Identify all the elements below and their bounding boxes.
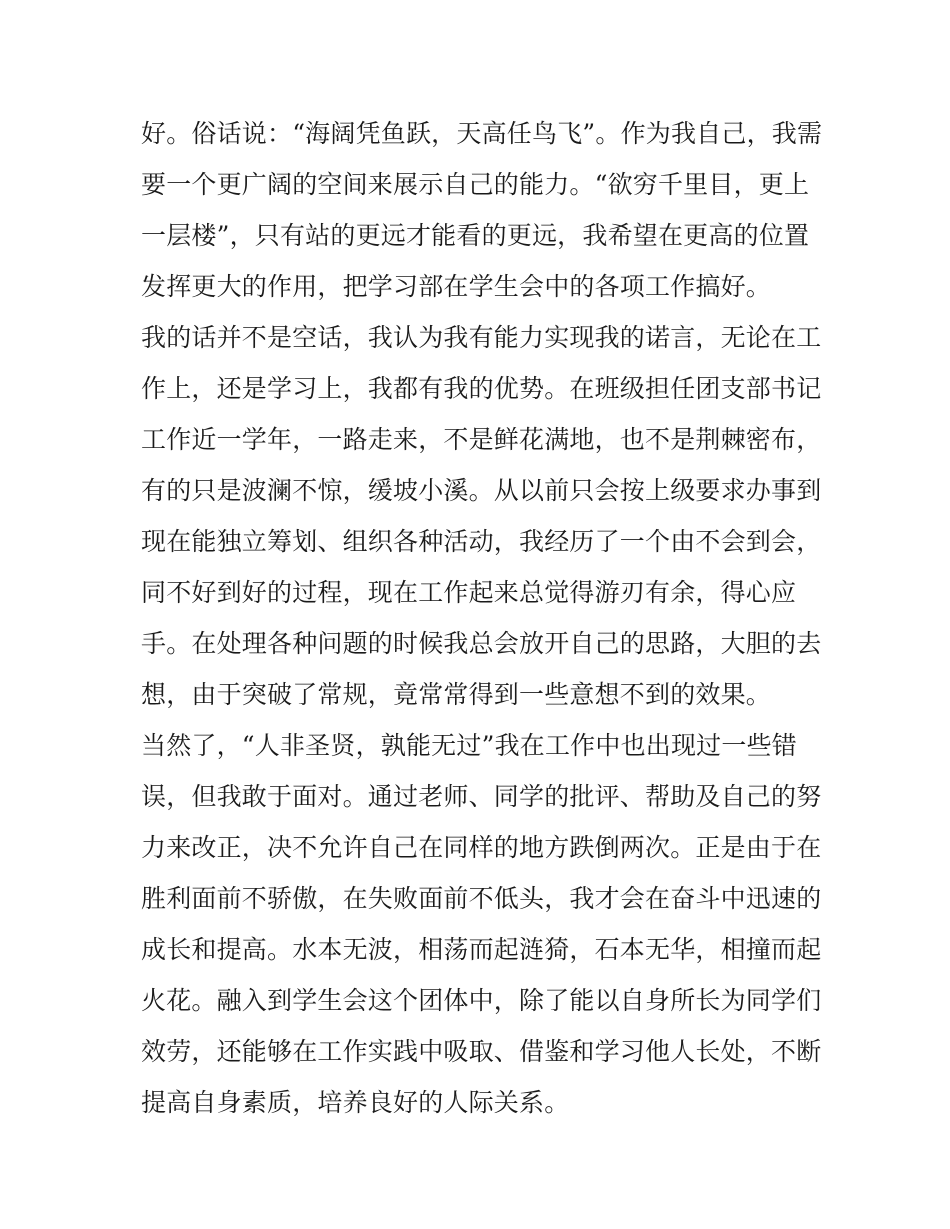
text-line: 当然了，“人非圣贤，孰能无过”我在工作中也出现过一些错 [141,731,797,760]
text-line: 力来改正，决不允许自己在同样的地方跌倒两次。正是由于在 [141,833,822,862]
text-line: 成长和提高。水本无波，相荡而起涟猗，石本无华，相撞而起 [141,935,822,964]
text-line: 火花。融入到学生会这个团体中，除了能以自身所长为同学们 [141,986,822,1015]
text-line: 胜利面前不骄傲，在失败面前不低头，我才会在奋斗中迅速的 [141,884,822,913]
text-line: 作上，还是学习上，我都有我的优势。在班级担任团支部书记 [141,374,822,403]
text-line: 同不好到好的过程，现在工作起来总觉得游刃有余，得心应 [141,578,797,607]
body-text [141,108,821,1128]
text-line: 效劳，还能够在工作实践中吸取、借鉴和学习他人长处，不断 [141,1037,822,1066]
text-line: 现在能独立筹划、组织各种活动，我经历了一个由不会到会， [141,527,822,556]
text-line: 想，由于突破了常规，竟常常得到一些意想不到的效果。 [141,680,772,709]
text-line: 我的话并不是空话，我认为我有能力实现我的诺言，无论在工 [141,323,822,352]
text-line: 一层楼”，只有站的更远才能看的更远，我希望在更高的位置 [141,221,810,250]
text-line: 好。俗话说：“海阔凭鱼跃，天高任鸟飞”。作为我自己，我需 [141,119,823,148]
text-line: 提高自身素质，培养良好的人际关系。 [141,1088,570,1117]
text-line: 误，但我敢于面对。通过老师、同学的批评、帮助及自己的努 [141,782,822,811]
text-line: 发挥更大的作用，把学习部在学生会中的各项工作搞好。 [141,272,772,301]
text-line: 工作近一学年，一路走来，不是鲜花满地，也不是荆棘密布， [141,425,822,454]
text-line: 手。在处理各种问题的时候我总会放开自己的思路，大胆的去 [141,629,822,658]
text-line: 要一个更广阔的空间来展示自己的能力。“欲穷千里目，更上 [141,170,810,199]
text-line: 有的只是波澜不惊，缓坡小溪。从以前只会按上级要求办事到 [141,476,822,505]
